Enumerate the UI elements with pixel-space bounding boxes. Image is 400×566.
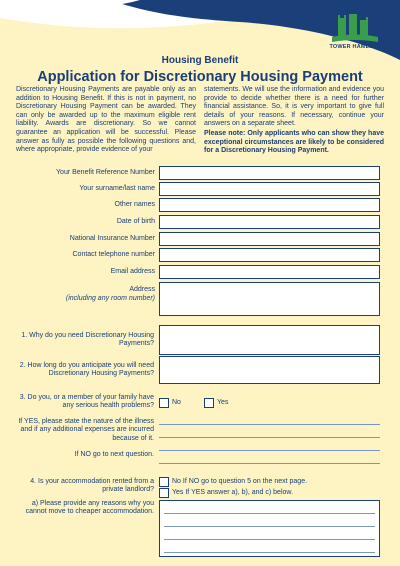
- logo-text: TOWER HAMLETS: [329, 44, 381, 50]
- address-field[interactable]: [159, 282, 380, 316]
- phone-field[interactable]: [159, 248, 380, 262]
- q4-yes-label: Yes If YES answer a), b), and c) below.: [172, 489, 294, 496]
- q2-answer-field[interactable]: [159, 356, 380, 384]
- label-email: Email address: [110, 268, 155, 275]
- other-names-field[interactable]: [159, 198, 380, 212]
- question-4: 4. Is your accommodation rented from a private landlord?: [30, 478, 154, 494]
- question-2: 2. How long do you anticipate you will need Discretionary Housing Payments?: [19, 362, 154, 378]
- q4a-answer-field[interactable]: [159, 500, 380, 557]
- q3-answer-lines[interactable]: [159, 412, 380, 464]
- label-surname: Your surname/last name: [79, 185, 155, 192]
- benefit-ref-field[interactable]: [159, 166, 380, 180]
- label-address-note: (including any room number): [65, 295, 155, 302]
- q3-yes-checkbox[interactable]: [204, 398, 214, 408]
- intro-note: Please note: Only applicants who can show they have exceptional circumstances are likely to be considered for a Discretionary Housing Payment.: [204, 129, 384, 155]
- label-benefit-ref: Your Benefit Reference Number: [56, 169, 155, 176]
- q3-no-checkbox[interactable]: [159, 398, 169, 408]
- email-field[interactable]: [159, 265, 380, 279]
- q3-no-label: No: [172, 399, 181, 406]
- q4-yes-checkbox[interactable]: [159, 488, 169, 498]
- surname-field[interactable]: [159, 182, 380, 196]
- question-4a: a) Please provide any reasons why you cannot move to cheaper accommodation.: [25, 500, 154, 516]
- tower-hamlets-logo: [322, 12, 388, 58]
- q4a-answer-lines: [164, 501, 375, 553]
- label-phone: Contact telephone number: [72, 251, 155, 258]
- q3-yes-label: Yes: [217, 399, 229, 406]
- q4-no-checkbox[interactable]: [159, 477, 169, 487]
- intro-column-left: [16, 86, 196, 155]
- intro-column-right: [204, 86, 384, 156]
- label-other-names: Other names: [114, 201, 155, 208]
- q3-if-no-instruction: If NO go to next question.: [74, 451, 154, 458]
- ni-number-field[interactable]: [159, 232, 380, 246]
- q3-if-yes-instruction: If YES, please state the nature of the illness and if any additional expenses are incurred because of it.: [18, 418, 154, 442]
- intro-text-left: Discretionary Housing Payments are payable only as an addition to Housing Benefit. If this is not in payment, no Discretionary Housing Payment can be awarded. They can only be awarded up to the maximum eligible rent liability. Awards are discretionary. So we cannot guarantee an application will be successful. Please answer as fully as possible the following questions and, where appropriate, provide evidence of your: [16, 86, 196, 154]
- q4-no-label: No If NO go to question 5 on the next page.: [172, 478, 308, 485]
- q1-answer-field[interactable]: [159, 325, 380, 355]
- label-dob: Date of birth: [116, 218, 155, 225]
- dob-field[interactable]: [159, 215, 380, 229]
- label-ni: National Insurance Number: [69, 235, 155, 242]
- form-title: Application for Discretionary Housing Payment: [37, 69, 363, 85]
- intro-text-right: statements. We will use the information and evidence you provide to decide whether there is a need for further financial assistance. So, it is very important to give full details of your reasons. If necessary, continue your answers on a separate sheet.: [204, 86, 384, 128]
- label-address: Address: [129, 286, 155, 293]
- question-1: 1. Why do you need Discretionary Housing Payments?: [21, 332, 154, 348]
- logo-tower-icon: [322, 12, 388, 44]
- question-3: 3. Do you, or a member of your family have any serious health problems?: [19, 394, 154, 410]
- form-subtitle: Housing Benefit: [161, 55, 239, 66]
